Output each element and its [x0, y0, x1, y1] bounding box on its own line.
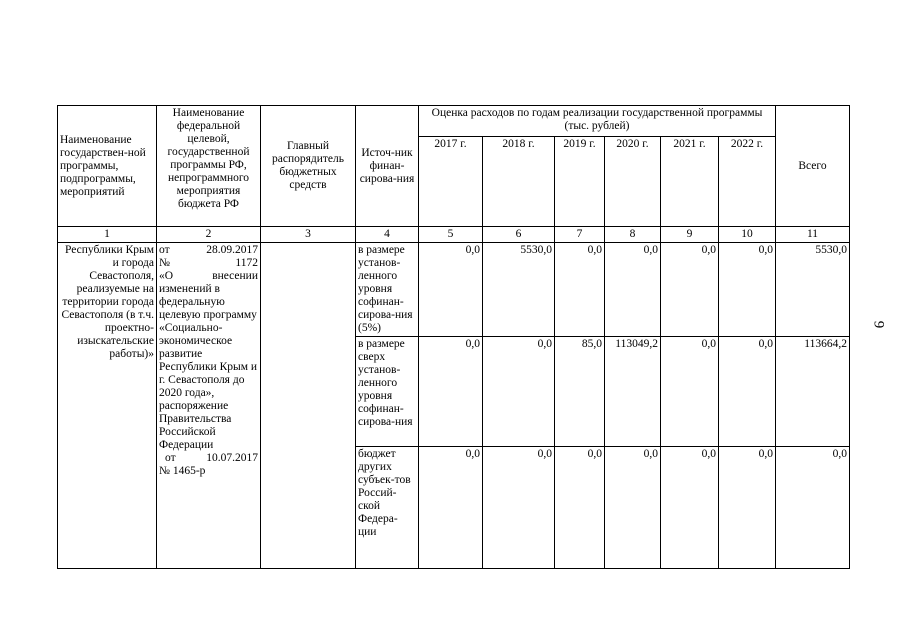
- table-row: [58, 243, 850, 337]
- column-number: 10: [719, 227, 776, 243]
- column-number: 6: [483, 227, 555, 243]
- funding-source-cell: в размере сверх установ-ленного уровня софинан-сирова-ния: [356, 337, 419, 447]
- header-total: Всего: [776, 106, 850, 227]
- federal-program-cell: [157, 243, 261, 569]
- federal-program-last: № 1465-р: [159, 465, 206, 477]
- value-cell: 0,0: [719, 243, 776, 337]
- budget-table: [57, 105, 850, 569]
- column-number: 3: [261, 227, 356, 243]
- value-cell: 0,0: [419, 337, 483, 447]
- column-number: 4: [356, 227, 419, 243]
- text-fragment: 28.09.2017: [206, 244, 258, 256]
- total-cell: 113664,2: [776, 337, 850, 447]
- column-number: 2: [157, 227, 261, 243]
- value-cell: 0,0: [555, 447, 605, 569]
- value-cell: 0,0: [419, 447, 483, 569]
- total-cell: 0,0: [776, 447, 850, 569]
- value-cell: 85,0: [555, 337, 605, 447]
- value-cell: 0,0: [605, 243, 661, 337]
- federal-program-body: изменений в федеральную целевую программу «Социально-экономическое развитие Республики Крым и г. Севастополя до 2020 года», распоряжение Правительства Российской Федерации: [159, 283, 258, 451]
- header-program: Наименование государствен-ной программы, подпрограммы, мероприятий: [58, 106, 157, 227]
- value-cell: 0,0: [661, 243, 719, 337]
- program-name-cell: Республики Крым и города Севастополя, реализуемые на территории города Севастополя (в т.ч. проектно-изыскательские работы)»: [58, 243, 157, 569]
- column-number: 1: [58, 227, 157, 243]
- text-fragment: №: [159, 257, 170, 269]
- column-number: 5: [419, 227, 483, 243]
- text-fragment: 10.07.2017: [206, 452, 258, 464]
- total-cell: 5530,0: [776, 243, 850, 337]
- federal-program-line: [159, 244, 258, 257]
- header-year-2019: 2019 г.: [555, 137, 605, 227]
- header-year-2021: 2021 г.: [661, 137, 719, 227]
- text-fragment: от: [165, 452, 176, 464]
- column-number: 11: [776, 227, 850, 243]
- header-year-2018: 2018 г.: [483, 137, 555, 227]
- text-fragment: 1172: [235, 257, 258, 269]
- value-cell: 0,0: [661, 337, 719, 447]
- column-number: 9: [661, 227, 719, 243]
- header-row-1: [58, 106, 850, 137]
- funding-source-cell: в размере установ-ленного уровня софинан-сирова-ния (5%): [356, 243, 419, 337]
- federal-program-line: [159, 452, 258, 465]
- federal-program-line: [159, 257, 258, 270]
- value-cell: 0,0: [719, 337, 776, 447]
- header-year-2020: 2020 г.: [605, 137, 661, 227]
- header-funding-source: Источ-ник финан-сирова-ния: [356, 106, 419, 227]
- header-year-2017: 2017 г.: [419, 137, 483, 227]
- header-year-2022: 2022 г.: [719, 137, 776, 227]
- value-cell: 0,0: [483, 337, 555, 447]
- value-cell: 0,0: [419, 243, 483, 337]
- federal-program-line: [159, 270, 258, 283]
- value-cell: 0,0: [483, 447, 555, 569]
- budget-manager-cell: [261, 243, 356, 569]
- header-federal-program: Наименование федеральной целевой, государственной программы РФ, непрограммного мероприятия бюджета РФ: [157, 106, 261, 227]
- column-number-row: [58, 227, 850, 243]
- value-cell: 0,0: [661, 447, 719, 569]
- text-fragment: внесении: [212, 270, 258, 282]
- value-cell: 0,0: [605, 447, 661, 569]
- page-number: 9: [870, 320, 887, 329]
- value-cell: 113049,2: [605, 337, 661, 447]
- funding-source-cell: бюджет других субъек-тов Россий-ской Федера-ции: [356, 447, 419, 569]
- text-fragment: от: [159, 244, 170, 256]
- column-number: 8: [605, 227, 661, 243]
- column-number: 7: [555, 227, 605, 243]
- value-cell: 0,0: [719, 447, 776, 569]
- value-cell: 5530,0: [483, 243, 555, 337]
- header-budget-manager: Главный распорядитель бюджетных средств: [261, 106, 356, 227]
- header-estimate: Оценка расходов по годам реализации государственной программы (тыс. рублей): [419, 106, 776, 137]
- value-cell: 0,0: [555, 243, 605, 337]
- text-fragment: «О: [159, 270, 174, 282]
